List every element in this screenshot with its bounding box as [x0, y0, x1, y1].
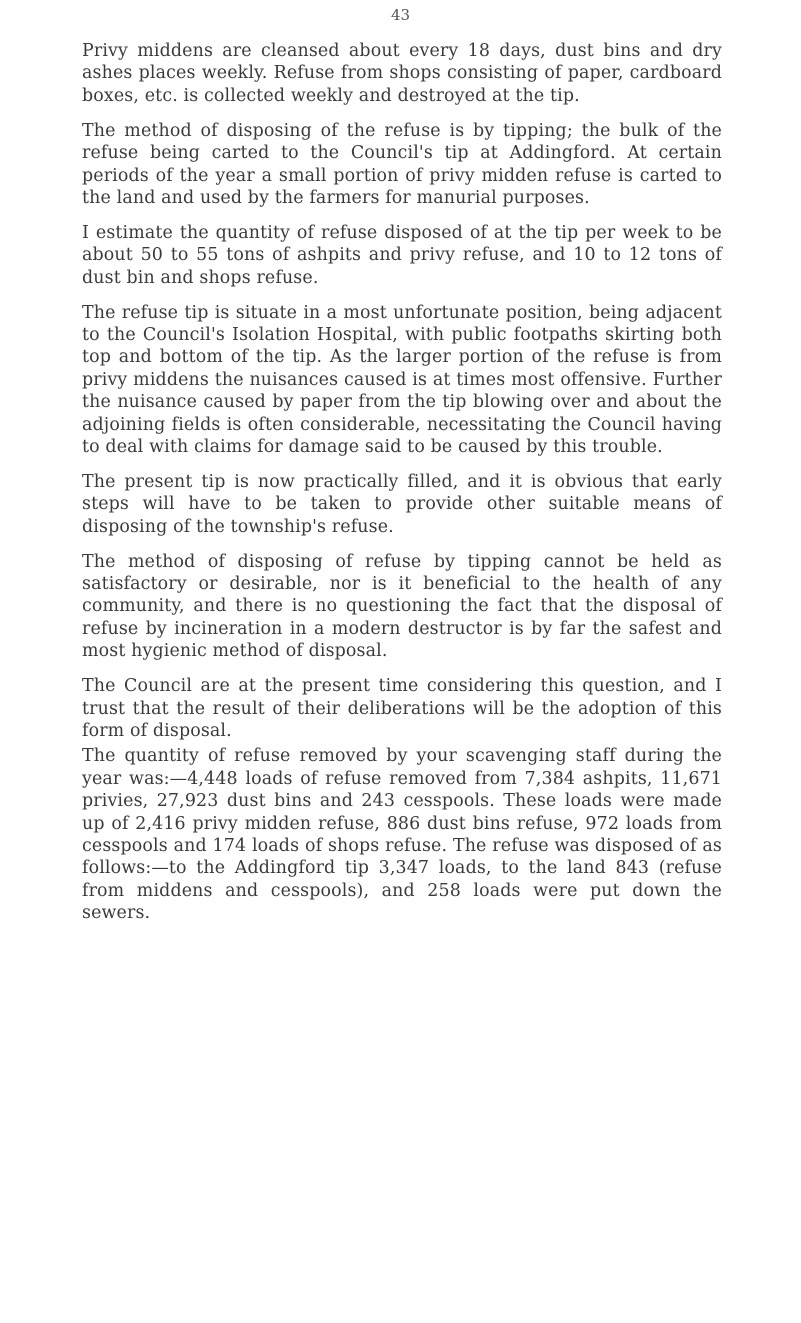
paragraph-quantity-estimate: I estimate the quantity of refuse disposed of at the tip per week to be about 50 to 55 tons of ashpits and privy refuse, and 10 to 12 tons of dust bin and shops refuse.: [82, 222, 722, 288]
paragraph-incineration: The method of disposing of refuse by tipping cannot be held as satisfactory or desirable, nor is it beneficial to the health of any community, and there is no questioning the fact that the disposal of refuse by incineration in a modern destructor is by far the safest and most hygienic method of disposal.: [82, 551, 722, 662]
paragraph-tip-filled: The present tip is now practically filled, and it is obvious that early steps will have to be taken to provide other suitable means of disposing of the township's refuse.: [82, 471, 722, 537]
page-number: 43: [390, 6, 411, 24]
paragraph-disposal-method: The method of disposing of the refuse is by tipping; the bulk of the refuse being carted to the Council's tip at Addingford. At certain periods of the year a small portion of privy midden refuse is carted to the land and used by the farmers for manurial purposes.: [82, 120, 722, 208]
paragraph-refuse-collection: Privy middens are cleansed about every 18 days, dust bins and dry ashes places weekly. Refuse from shops consisting of paper, cardboard boxes, etc. is collected weekly and destroyed at the tip.: [82, 41, 722, 106]
paragraph-tip-location: The refuse tip is situate in a most unfortunate position, being adjacent to the Council's Isolation Hospital, with public footpaths skirting both top and bottom of the tip. As the larger portion of the refuse is from privy middens the nuisances caused is at times most offensive. Further the nuisance caused by paper from the tip blowing over and about the adjoining fields is often considerable, necessitating the Council having to deal with claims for damage said to be caused by this trouble.: [82, 302, 722, 457]
paragraph-refuse-removed: The quantity of refuse removed by your scavenging staff during the year was:—4,448 loads of refuse removed from 7,384 ashpits, 11,671 privies, 27,923 dust bins and 243 cesspools. These loads were made up of 2,416 privy midden refuse, 886 dust bins refuse, 972 loads from cesspools and 174 loads of shops refuse. The refuse was disposed of as follows:—to the Addingford tip 3,347 loads, to the land 843 (refuse from middens and cesspools), and 258 loads were put down the sewers.: [82, 746, 722, 924]
body-text: [82, 40, 722, 925]
paragraph-council-consideration: The Council are at the present time considering this question, and I trust that the result of their deliberations will be the adoption of this form of disposal.: [82, 676, 722, 741]
